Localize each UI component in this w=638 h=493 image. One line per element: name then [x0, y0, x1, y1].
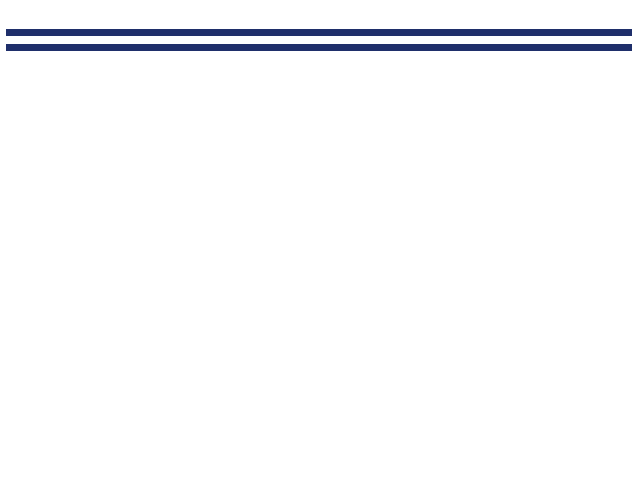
prepared-bar: [6, 44, 632, 51]
report-date-row: [6, 36, 632, 42]
project-bar: [6, 29, 632, 36]
